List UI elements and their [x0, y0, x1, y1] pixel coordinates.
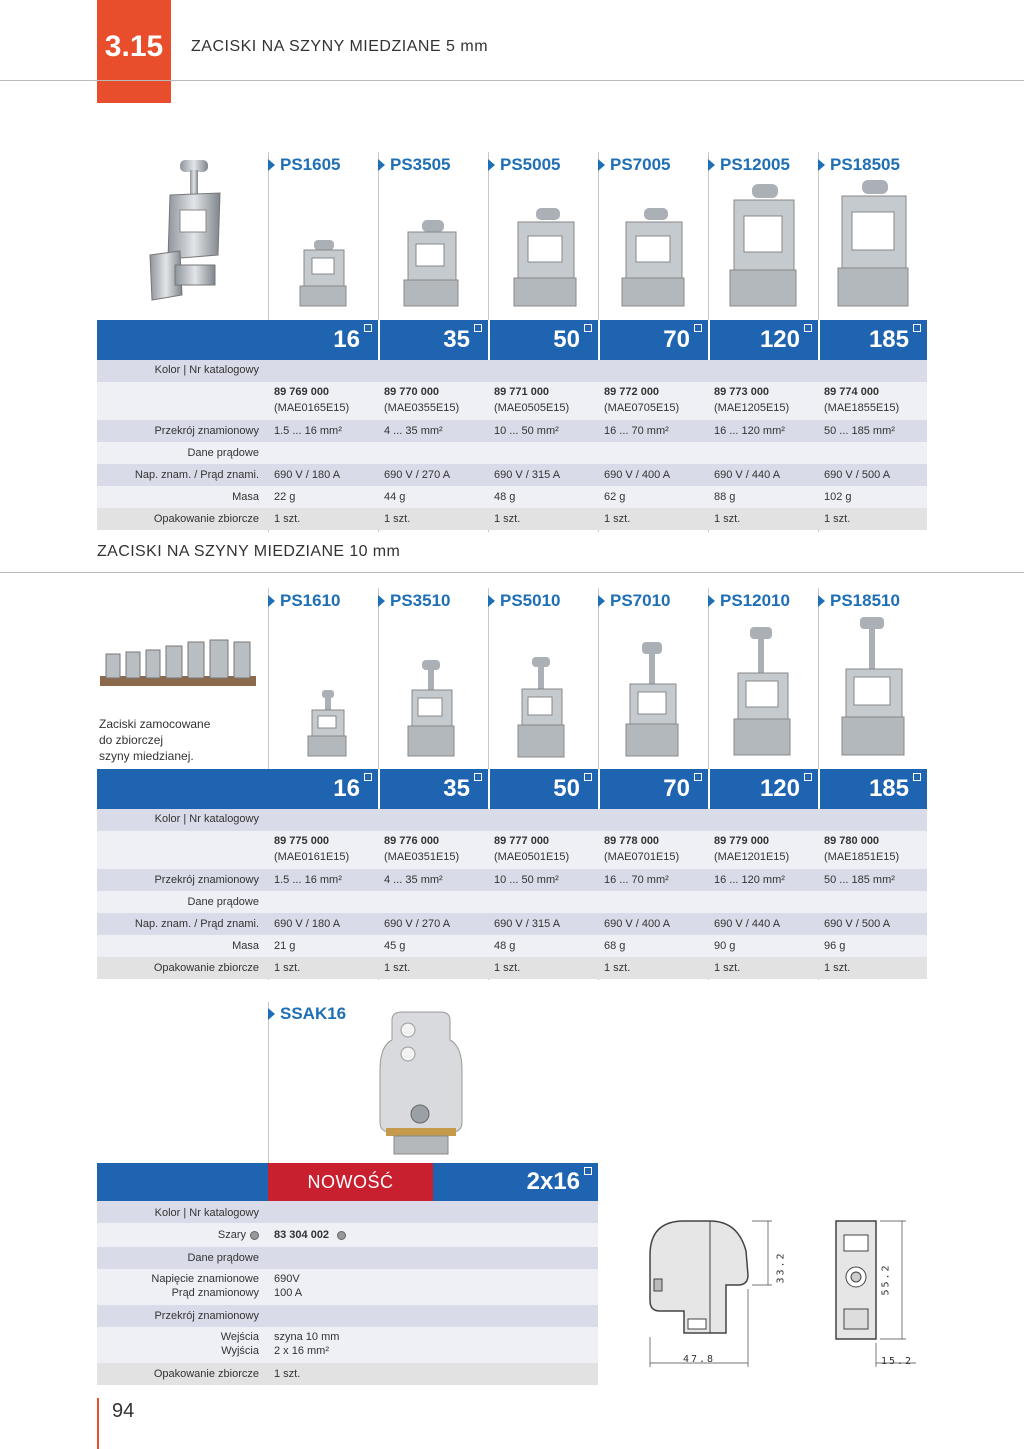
clamp-photo [400, 218, 464, 310]
section-title: ZACISKI NA SZYNY MIEDZIANE 5 mm [191, 38, 489, 55]
rating: 690 V / 500 A [824, 469, 891, 481]
grey-color-dot-icon [337, 1231, 346, 1240]
table-row [97, 1201, 598, 1223]
ssak-photo [378, 1010, 464, 1158]
cross-section: 1.5 ... 16 mm² [274, 425, 342, 437]
size-cell: 50 [490, 769, 598, 809]
catalog-number: 83 304 002 [268, 1229, 346, 1241]
product-code: (MAE0161E15) [274, 851, 350, 863]
row-label: Szary [97, 1229, 265, 1241]
catalog-number: 89 774 000 [824, 386, 880, 398]
square-icon [364, 324, 372, 332]
catalog-number: 89 778 000 [604, 835, 660, 847]
product-name: PS18510 [818, 591, 900, 611]
table-row [97, 957, 927, 979]
catalog-number: 89 771 000 [494, 386, 550, 398]
mass: 45 g [384, 940, 406, 952]
arrow-right-icon [598, 595, 605, 607]
product-code: (MAE0505E15) [494, 402, 570, 414]
row-label: Masa [232, 491, 259, 503]
row-label: Dane prądowe [187, 447, 259, 459]
product-name: PS18505 [818, 155, 900, 175]
rating: 690 V / 315 A [494, 469, 561, 481]
dimension-width: 47.8 [683, 1354, 716, 1365]
clamp-photo [514, 655, 570, 760]
rating: 690 V / 270 A [384, 918, 451, 930]
page-accent-bar [97, 1398, 99, 1449]
pack: 1 szt. [714, 513, 741, 525]
voltage: 690V [274, 1273, 300, 1285]
rating: 690 V / 180 A [274, 918, 341, 930]
arrow-right-icon [818, 595, 825, 607]
pack: 1 szt. [494, 513, 521, 525]
size-cell: 16 [270, 320, 378, 360]
cross-section: 10 ... 50 mm² [494, 874, 559, 886]
table-row [97, 1327, 598, 1363]
mass: 44 g [384, 491, 406, 503]
rating: 690 V / 180 A [274, 469, 341, 481]
row-label: Dane prądowe [187, 896, 259, 908]
catalog-number: 89 777 000 [494, 835, 550, 847]
catalog-number: 89 773 000 [714, 386, 770, 398]
cross-section: 4 ... 35 mm² [384, 425, 443, 437]
size-cell: 35 [380, 769, 488, 809]
square-icon [584, 1167, 592, 1175]
pack: 1 szt. [384, 513, 411, 525]
clamp-photo [404, 658, 460, 760]
square-icon [584, 324, 592, 332]
cross-section: 16 ... 120 mm² [714, 874, 785, 886]
product-code: (MAE1205E15) [714, 402, 790, 414]
product-name: PS1605 [268, 155, 341, 175]
current: 100 A [274, 1287, 303, 1299]
rating: 690 V / 400 A [604, 469, 671, 481]
product-name: PS5010 [488, 591, 561, 611]
mass: 96 g [824, 940, 846, 952]
product-name: PS3505 [378, 155, 451, 175]
row-label: Napięcie znamionowe [151, 1273, 259, 1285]
clamp-photo-large [140, 155, 240, 305]
product-code: (MAE0501E15) [494, 851, 570, 863]
cross-section: 10 ... 50 mm² [494, 425, 559, 437]
dimension-height-front: 55.2 [880, 1263, 892, 1296]
square-icon [694, 324, 702, 332]
pack: 1 szt. [824, 513, 851, 525]
cross-section: 16 ... 120 mm² [714, 425, 785, 437]
clamp-photo [622, 640, 684, 760]
cross-section: 16 ... 70 mm² [604, 425, 669, 437]
product-name: SSAK16 [268, 1004, 346, 1024]
mass: 102 g [824, 491, 852, 503]
size-cell: 2x16 [433, 1163, 598, 1201]
mass: 88 g [714, 491, 736, 503]
catalog-number: 89 776 000 [384, 835, 440, 847]
busbar-caption: Zaciski zamocowane do zbiorczej szyny miedzianej. [99, 717, 211, 763]
size-cell: 50 [490, 320, 598, 360]
clamp-photo [618, 206, 690, 310]
product-name: PS3510 [378, 591, 451, 611]
square-icon [474, 324, 482, 332]
page-number: 94 [112, 1400, 135, 1422]
size-cell: 185 [820, 320, 927, 360]
size-cell: 70 [600, 769, 708, 809]
product-name: PS12005 [708, 155, 790, 175]
product-code: (MAE0355E15) [384, 402, 460, 414]
pack: 1 szt. [714, 962, 741, 974]
table-row [97, 360, 927, 382]
pack: 1 szt. [384, 962, 411, 974]
row-label: Prąd znamionowy [171, 1287, 259, 1299]
header-divider [0, 80, 1024, 81]
rating: 690 V / 440 A [714, 918, 781, 930]
arrow-right-icon [598, 159, 605, 171]
table-row [97, 891, 927, 913]
table-row [97, 869, 927, 891]
table-row [97, 1363, 598, 1385]
square-icon [804, 324, 812, 332]
table-row [97, 464, 927, 486]
arrow-right-icon [268, 159, 275, 171]
row-label: Przekrój znamionowy [154, 874, 259, 886]
row-label: Masa [232, 940, 259, 952]
rating: 690 V / 400 A [604, 918, 671, 930]
cross-section: 1.5 ... 16 mm² [274, 874, 342, 886]
table-row [97, 1247, 598, 1269]
size-cell: 120 [710, 769, 818, 809]
table-row [97, 935, 927, 957]
size-cell: 16 [270, 769, 378, 809]
section-divider [0, 572, 1024, 573]
table-row [97, 913, 927, 935]
table-row [97, 382, 927, 420]
mass: 48 g [494, 940, 516, 952]
row-label: Kolor | Nr katalogowy [154, 1207, 259, 1219]
cross-section: 50 ... 185 mm² [824, 425, 895, 437]
clamp-photo [730, 625, 796, 760]
table-row [97, 486, 927, 508]
product-code: (MAE0351E15) [384, 851, 460, 863]
catalog-number: 89 775 000 [274, 835, 330, 847]
product-code: (MAE1855E15) [824, 402, 900, 414]
arrow-right-icon [818, 159, 825, 171]
pack: 1 szt. [274, 513, 301, 525]
mass: 62 g [604, 491, 626, 503]
busbar-photo [98, 632, 258, 694]
row-label: Dane prądowe [187, 1252, 259, 1264]
product-name: PS7005 [598, 155, 671, 175]
rating: 690 V / 315 A [494, 918, 561, 930]
size-cell: 35 [380, 320, 488, 360]
arrow-right-icon [488, 595, 495, 607]
arrow-right-icon [378, 159, 385, 171]
square-icon [364, 773, 372, 781]
table-row [97, 1305, 598, 1327]
clamp-photo [838, 615, 910, 760]
rating: 690 V / 440 A [714, 469, 781, 481]
row-label: Wyjścia [221, 1345, 259, 1357]
row-label: Kolor | Nr katalogowy [154, 813, 259, 825]
clamp-photo [834, 178, 914, 310]
product-code: (MAE0701E15) [604, 851, 680, 863]
product-name: PS12010 [708, 591, 790, 611]
arrow-right-icon [708, 159, 715, 171]
square-icon [913, 773, 921, 781]
product-name: PS5005 [488, 155, 561, 175]
pack: 1 szt. [604, 513, 631, 525]
product-name: PS7010 [598, 591, 671, 611]
catalog-number: 89 780 000 [824, 835, 880, 847]
pack: 1 szt. [274, 962, 301, 974]
mass: 68 g [604, 940, 626, 952]
product-code: (MAE0165E15) [274, 402, 350, 414]
table-row [97, 1223, 598, 1247]
cross-section: 4 ... 35 mm² [384, 874, 443, 886]
mass: 90 g [714, 940, 736, 952]
row-label: Nap. znam. / Prąd znami. [134, 469, 259, 481]
mass: 48 g [494, 491, 516, 503]
square-icon [694, 773, 702, 781]
table-row [97, 831, 927, 869]
row-label: Opakowanie zbiorcze [153, 513, 259, 525]
pack: 1 szt. [824, 962, 851, 974]
table-row [97, 809, 927, 831]
arrow-right-icon [488, 159, 495, 171]
mass: 22 g [274, 491, 296, 503]
clamp-photo [304, 688, 352, 760]
row-label: Kolor | Nr katalogowy [154, 364, 259, 376]
table-row [97, 442, 927, 464]
pack: 1 szt. [494, 962, 521, 974]
rating: 690 V / 270 A [384, 469, 451, 481]
clamp-photo [510, 206, 582, 310]
dimension-height-side: 33.2 [775, 1251, 787, 1284]
clamp-photo [726, 182, 802, 310]
rating: 690 V / 500 A [824, 918, 891, 930]
grey-color-dot-icon [250, 1231, 259, 1240]
row-label: Opakowanie zbiorcze [153, 1368, 259, 1380]
pack: 1 szt. [274, 1368, 301, 1380]
section-number-tab: 3.15 [97, 0, 171, 103]
technical-drawing-side [640, 1215, 790, 1375]
table-row [97, 508, 927, 530]
arrow-right-icon [268, 595, 275, 607]
table-row [97, 420, 927, 442]
subsection-title: ZACISKI NA SZYNY MIEDZIANE 10 mm [97, 543, 401, 560]
cross-section: 50 ... 185 mm² [824, 874, 895, 886]
outputs: 2 x 16 mm² [274, 1345, 330, 1357]
catalog-number: 89 770 000 [384, 386, 440, 398]
row-label: Przekrój znamionowy [154, 1310, 259, 1322]
new-badge: NOWOŚĆ [268, 1163, 433, 1201]
size-cell: 185 [820, 769, 927, 809]
mass: 21 g [274, 940, 296, 952]
size-cell: 70 [600, 320, 708, 360]
product-code: (MAE1851E15) [824, 851, 900, 863]
cross-section: 16 ... 70 mm² [604, 874, 669, 886]
catalog-number: 89 772 000 [604, 386, 660, 398]
technical-drawing-front [830, 1215, 920, 1375]
pack: 1 szt. [604, 962, 631, 974]
catalog-number: 89 779 000 [714, 835, 770, 847]
ssak-header-bar [97, 1163, 268, 1201]
product-code: (MAE0705E15) [604, 402, 680, 414]
row-label: Opakowanie zbiorcze [153, 962, 259, 974]
square-icon [584, 773, 592, 781]
product-code: (MAE1201E15) [714, 851, 790, 863]
table-row [97, 1269, 598, 1305]
arrow-right-icon [708, 595, 715, 607]
product-name: PS1610 [268, 591, 341, 611]
clamp-photo [296, 238, 352, 310]
arrow-right-icon [268, 1008, 275, 1020]
square-icon [913, 324, 921, 332]
row-label: Nap. znam. / Prąd znami. [134, 918, 259, 930]
row-label: Przekrój znamionowy [154, 425, 259, 437]
size-cell: 120 [710, 320, 818, 360]
row-label: Wejścia [220, 1331, 259, 1343]
square-icon [474, 773, 482, 781]
inputs: szyna 10 mm [274, 1331, 340, 1343]
arrow-right-icon [378, 595, 385, 607]
square-icon [804, 773, 812, 781]
catalog-number: 89 769 000 [274, 386, 330, 398]
dimension-depth: 15.2 [881, 1356, 914, 1367]
